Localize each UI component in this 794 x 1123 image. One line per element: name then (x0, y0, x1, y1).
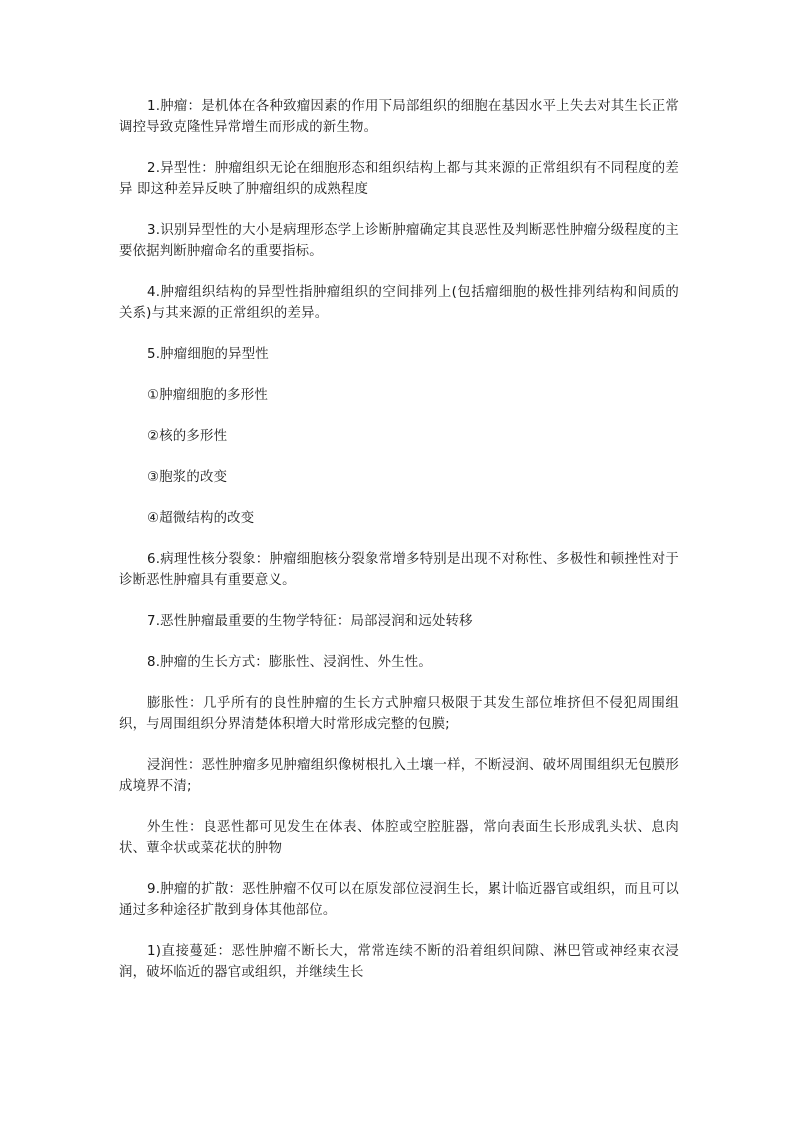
paragraph-malignant-features: 7.恶性肿瘤最重要的生物学特征：局部浸润和远处转移 (147, 614, 473, 629)
paragraph-cell-atypia: 5.肿瘤细胞的异型性 (147, 347, 269, 362)
paragraph-atypia-significance: 3.识别异型性的大小是病理形态学上诊断肿瘤确定其良恶性及判断恶性肿瘤分级程度的主要依据判断肿瘤命名的重要指标。 (119, 223, 679, 259)
paragraph-infiltrative-growth: 浸润性：恶性肿瘤多见肿瘤组织像树根扎入土壤一样，不断浸润、破坏周围组织无包膜形成境界不清; (119, 758, 679, 794)
paragraph-tumor-definition: 1.肿瘤：是机体在各种致瘤因素的作用下局部组织的细胞在基因水平上失去对其生长正常调控导致克隆性异常增生而形成的新生物。 (119, 99, 679, 135)
list-item-cell-pleomorphism: ①肿瘤细胞的多形性 (147, 388, 268, 403)
paragraph-expansive-growth: 膨胀性：几乎所有的良性肿瘤的生长方式肿瘤只极限于其发生部位堆挤但不侵犯周围组织，与周围组织分界清楚体积增大时常形成完整的包膜; (119, 696, 679, 732)
paragraph-atypia: 2.异型性：肿瘤组织无论在细胞形态和组织结构上都与其来源的正常组织有不同程度的差异 即这种差异反映了肿瘤组织的成熟程度 (119, 161, 679, 197)
paragraph-pathological-mitosis: 6.病理性核分裂象：肿瘤细胞核分裂象常增多特别是出现不对称性、多极性和顿挫性对于诊断恶性肿瘤具有重要意义。 (119, 552, 679, 588)
paragraph-structural-atypia: 4.肿瘤组织结构的异型性指肿瘤组织的空间排列上(包括瘤细胞的极性排列结构和间质的关系)与其来源的正常组织的差异。 (119, 285, 679, 321)
list-item-nuclear-pleomorphism: ②核的多形性 (147, 429, 228, 444)
document-body (119, 96, 679, 1003)
paragraph-exophytic-growth: 外生性：良恶性都可见发生在体表、体腔或空腔脏器，常向表面生长形成乳头状、息肉状、蕈伞状或菜花状的肿物 (119, 820, 679, 856)
paragraph-growth-patterns: 8.肿瘤的生长方式：膨胀性、浸润性、外生性。 (147, 655, 432, 670)
paragraph-direct-extension: 1)直接蔓延：恶性肿瘤不断长大，常常连续不断的沿着组织间隙、淋巴管或神经束衣浸润，破坏临近的器官或组织，并继续生长 (119, 944, 679, 980)
list-item-ultrastructure-change: ④超微结构的改变 (147, 511, 255, 526)
paragraph-tumor-spread: 9.肿瘤的扩散：恶性肿瘤不仅可以在原发部位浸润生长，累计临近器官或组织，而且可以通过多种途径扩散到身体其他部位。 (119, 882, 679, 918)
list-item-cytoplasm-change: ③胞浆的改变 (147, 470, 228, 485)
